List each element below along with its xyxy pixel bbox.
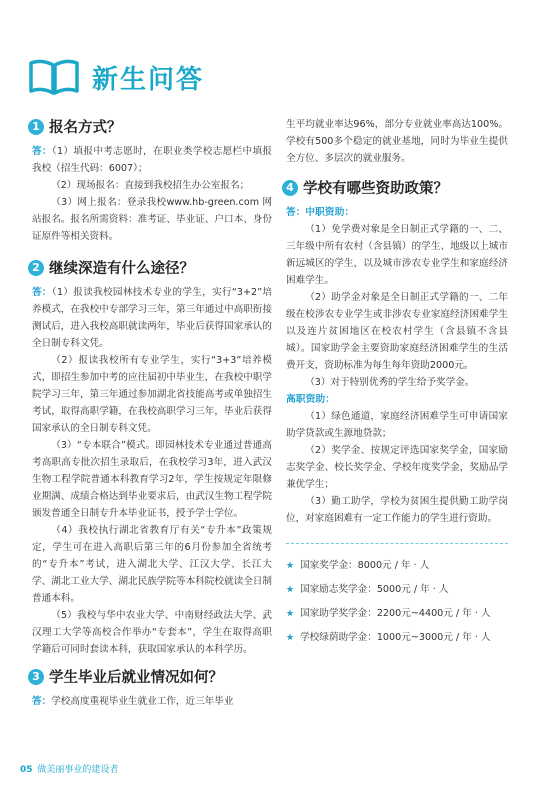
question-title: 继续深造有什么途径？ [49, 260, 194, 277]
answer-paragraph: （1）绿色通道，家庭经济困难学生可申请国家助学贷款或生源地贷款； [286, 411, 508, 439]
open-book-icon [28, 57, 80, 97]
answer-label: 答： [32, 696, 52, 707]
gaozhi-subheading: 高职资助： [286, 394, 335, 405]
answer-paragraph: 答：（1）填报中考志愿时，在职业类学校志愿栏中填报我校（招生代码：6007）； [32, 146, 272, 174]
star-icon: ★ [286, 585, 295, 595]
answer-paragraph: （3）网上报名：登录我校www.hb-green.com 网站报名。报名所需资料：准考证、毕业证、户口本、身份证原件等相关资料。 [32, 197, 272, 242]
star-icon: ★ [286, 633, 295, 643]
left-column [32, 116, 272, 718]
star-icon: ★ [286, 561, 295, 571]
page-header [28, 52, 204, 102]
question-2 [32, 257, 272, 658]
star-icon: ★ [286, 609, 295, 619]
answer-paragraph: （1）免学费对象是全日制正式学籍的一、二、三年级中所有农村（含县镇）的学生、地级以上城市新远城区的学生，以及城市涉农专业学生和家庭经济困难学生。 [286, 224, 508, 286]
answer-paragraph: （3）“专本联合”模式。即园林技术专业通过普通高考高职高专批次招生录取后，在我校学习3年，进入武汉生物工程学院普通本科教育学习2年，学生按规定年限修业期满、成绩合格达到毕业要求后，由武汉生物工程学院颁发普通全日制专升本毕业证书，授予学士学位。 [32, 440, 272, 519]
question-heading [28, 666, 272, 687]
question-number-badge: 1 [28, 119, 44, 135]
answer-paragraph [286, 204, 508, 221]
footer-slogan: 做美丽事业的建设者 [37, 765, 119, 775]
question-4 [286, 177, 508, 527]
award-item: ★ 国家助学奖学金：2200元~4400元 / 年 · 人 [286, 602, 508, 626]
zhongzhi-subheading: 中职资助： [305, 207, 355, 218]
page-footer [20, 762, 118, 775]
page-number: 05 [20, 765, 33, 775]
award-item: ★ 国家奖学金：8000元 / 年 · 人 [286, 554, 508, 578]
dashed-divider [286, 543, 508, 544]
question-heading [28, 257, 272, 278]
question-1 [32, 116, 272, 245]
answer-paragraph: （5）我校与华中农业大学、中南财经政法大学、武汉理工大学等高校合作举办“专套本”，学生在取得高职学籍后可同时套读本科，获取国家承认的本科学历。 [32, 610, 272, 655]
answer-paragraph: （3）勤工助学，学校为贫困生提供勤工助学岗位，对家庭困难有一定工作能力的学生进行资助。 [286, 496, 508, 524]
answer-paragraph: （2）现场报名：直接到我校招生办公室报名； [51, 180, 250, 191]
award-item: ★ 国家励志奖学金：5000元 / 年 · 人 [286, 578, 508, 602]
right-column [286, 116, 508, 650]
answer-paragraph: 答：（1）报读我校园林技术专业的学生，实行“3+2”培养模式，在我校中专部学习三年，第三年通过中高职衔接测试后，进入我校高职就读两年，毕业后获得国家承认的全日制专科文凭。 [32, 287, 272, 349]
question-heading [282, 177, 508, 198]
question-title: 报名方式？ [49, 119, 122, 136]
award-item: ★ 学校绿荫助学金：1000元~3000元 / 年 · 人 [286, 626, 508, 650]
answer-continued: 生平均就业率达96%，部分专业就业率高达100%。学校有500多个稳定的就业基地，同时为毕业生提供全方位、多层次的就业服务。 [286, 119, 508, 164]
question-number-badge: 4 [282, 180, 298, 196]
answer-paragraph: （2）助学金对象是全日制正式学籍的一、二年级在校涉农专业学生或非涉农专业家庭经济困难学生以及连片贫困地区在校农村学生（含县镇不含县城）。国家助学金主要资助家庭经济困难学生的生活费开支，资助标准为每生每年资助2000元。 [286, 292, 508, 371]
page-title: 新生问答 [92, 64, 205, 95]
answer-paragraph: （2）报读我校所有专业学生，实行“3+3”培养模式，即招生参加中考的应往届初中毕业生，在我校中职学院学习三年，第三年通过参加湖北省技能高考或单独招生考试，取得高职学籍，在我校高职学习三年，毕业后获得国家承认的全日制专科文凭。 [32, 355, 272, 434]
answer-label: 答： [32, 287, 52, 298]
answer-paragraph: （2）奖学金、按规定评选国家奖学金，国家励志奖学金、校长奖学金、学校年度奖学金，奖励品学兼优学生； [286, 445, 508, 490]
answer-paragraph: 答：学校高度重视毕业生就业工作，近三年毕业 [32, 696, 234, 707]
answer-paragraph: （4）我校执行湖北省教育厅有关“专升本”政策规定，学生可在进入高职后第三年的6月份参加全省统考的“专升本”考试，进入湖北大学、江汉大学、长江大学、湖北工业大学、湖北民族学院等本科院校就读全日制普通本科。 [32, 525, 272, 604]
answer-label: 答： [32, 146, 52, 157]
question-heading [28, 116, 272, 137]
answer-label: 答： [286, 207, 306, 218]
award-list [286, 554, 508, 650]
question-3 [32, 666, 272, 710]
question-title: 学校有哪些资助政策？ [303, 180, 448, 197]
question-number-badge: 3 [28, 669, 44, 685]
question-title: 学生毕业后就业情况如何？ [49, 669, 223, 686]
question-number-badge: 2 [28, 260, 44, 276]
answer-paragraph: （3）对于特别优秀的学生给予奖学金。 [305, 377, 475, 388]
